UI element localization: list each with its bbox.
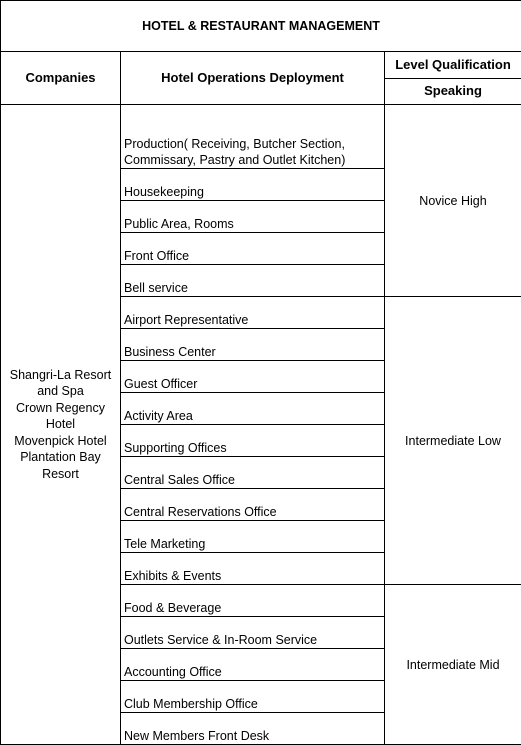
table-row — [1, 105, 521, 169]
deployment-cell — [121, 201, 385, 233]
deployment-text: Business Center — [124, 345, 216, 359]
deployment-text: Outlets Service & In-Room Service — [124, 633, 318, 647]
header-deployment: Hotel Operations Deployment — [121, 52, 385, 105]
deployment-text: Activity Area — [124, 409, 193, 423]
company-line: Crown Regency — [16, 400, 105, 415]
companies-cell — [1, 105, 121, 745]
deployment-text: Airport Representative — [124, 313, 249, 327]
level-text: Novice High — [419, 193, 487, 208]
deployment-text: Guest Officer — [124, 377, 198, 391]
deployment-text: Bell service — [124, 281, 188, 295]
deployment-text: Public Area, Rooms — [124, 217, 234, 231]
company-line: and Spa — [37, 384, 84, 399]
deployment-cell — [121, 361, 385, 393]
level-text: Intermediate Low — [405, 433, 501, 448]
deployment-cell — [121, 233, 385, 265]
company-line: Resort — [42, 466, 79, 481]
deployment-cell — [121, 649, 385, 681]
deployment-text: Central Reservations Office — [124, 505, 277, 519]
deployment-cell — [121, 489, 385, 521]
deployment-text: Front Office — [124, 249, 190, 263]
deployment-cell — [121, 297, 385, 329]
deployment-text: Production( Receiving, Butcher Section, — [124, 137, 345, 151]
deployment-cell — [121, 553, 385, 585]
level-cell — [385, 297, 521, 585]
deployment-cell — [121, 681, 385, 713]
deployment-cell — [121, 713, 385, 745]
deployment-text: Supporting Offices — [124, 441, 227, 455]
deployment-cell — [121, 105, 385, 169]
deployment-cell — [121, 585, 385, 617]
deployment-cell — [121, 265, 385, 297]
deployment-text: Exhibits & Events — [124, 569, 222, 583]
deployment-cell — [121, 457, 385, 489]
deployment-cell — [121, 329, 385, 361]
deployment-cell — [121, 393, 385, 425]
table-title: HOTEL & RESTAURANT MANAGEMENT — [1, 1, 521, 52]
company-line: Plantation Bay — [20, 450, 101, 465]
header-companies: Companies — [1, 52, 121, 105]
level-cell — [385, 585, 521, 745]
company-line: Hotel — [45, 417, 76, 432]
header-level-qualification: Level Qualification — [385, 52, 521, 79]
deployment-text: Club Membership Office — [124, 697, 258, 711]
company-line: Movenpick Hotel — [14, 433, 107, 448]
deployment-text: Accounting Office — [124, 665, 222, 679]
deployment-cell — [121, 617, 385, 649]
deployment-text: Food & Beverage — [124, 601, 222, 615]
deployment-text: Tele Marketing — [124, 537, 206, 551]
deployment-text: Central Sales Office — [124, 473, 235, 487]
deployment-text: New Members Front Desk — [124, 729, 270, 743]
level-cell — [385, 105, 521, 297]
deployment-text: Housekeeping — [124, 185, 204, 199]
header-speaking: Speaking — [385, 78, 521, 105]
level-text: Intermediate Mid — [406, 657, 500, 672]
deployment-cell — [121, 169, 385, 201]
company-line: Shangri-La Resort — [9, 367, 112, 382]
deployment-cell — [121, 425, 385, 457]
deployment-cell — [121, 521, 385, 553]
deployment-text: Commissary, Pastry and Outlet Kitchen) — [124, 153, 346, 167]
